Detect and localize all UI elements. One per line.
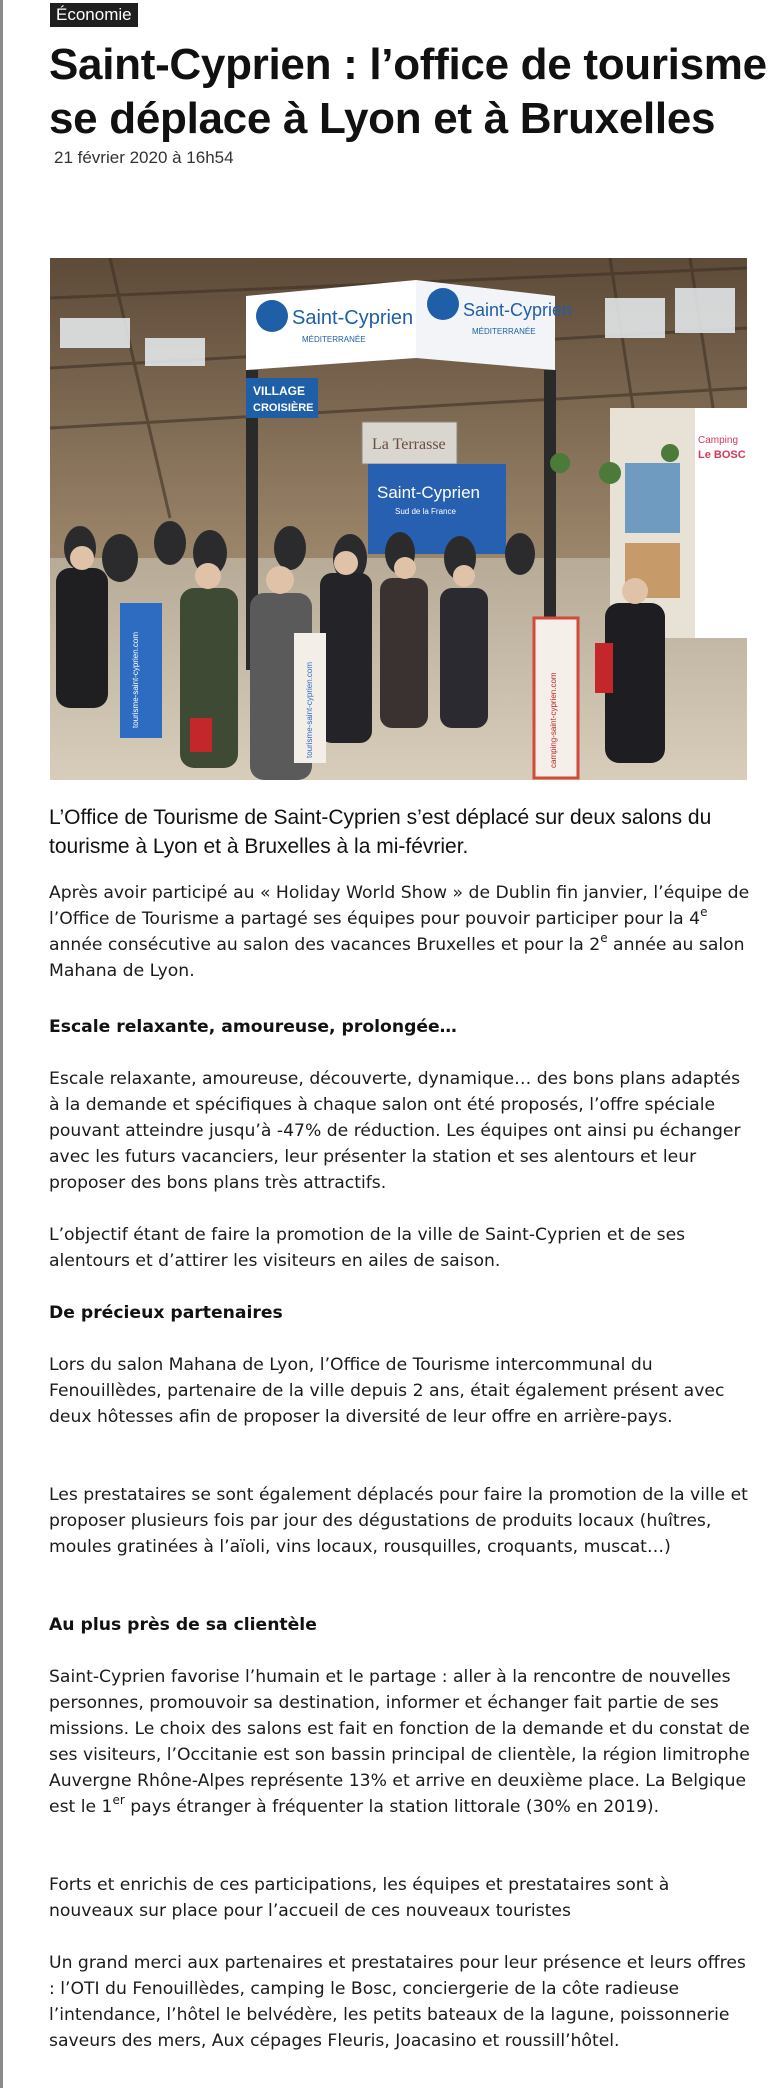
paragraph-1: Après avoir participé au « Holiday World Show » de Dublin fin janvier, l’équipe de l’Office de Tourisme a partagé ses équipes pour pouvoir participer pour la 4e année consécutive au salon des vacances Bruxelles et pour la 2e année au salon Mahana de Lyon.: [49, 883, 750, 981]
banner-sub-left: MÉDITERRANÉE: [302, 335, 366, 344]
svg-text:tourisme-saint-cyprien.com: tourisme-saint-cyprien.com: [305, 661, 314, 758]
paragraph-2: Escale relaxante, amoureuse, découverte, dynamique… des bons plans adaptés à la demande et spécifiques à chaque salon ont été proposés, l’offre spéciale pouvant atteindre jusqu’à -47% de réduction. Les équipes ont ainsi pu échanger avec les futurs vacanciers, leur présenter la station et ses alentours et leur proposer des bons plans très attractifs.: [49, 1069, 741, 1193]
category-tag[interactable]: Économie: [50, 3, 138, 27]
terrasse-sign: [362, 422, 457, 464]
banner-sub-right: MÉDITERRANÉE: [472, 327, 536, 336]
paragraph-6: Saint-Cyprien favorise l’humain et le partage : aller à la rencontre de nouvelles personnes, promouvoir sa destination, informer et échanger fait partie de ses missions. Le choix des salons est fait en fonction de la demande et du constat de ses visiteurs, l’Occitanie est son bassin principal de clientèle, la région limitrophe Auvergne Rhône-Alpes représente 13% et arrive en deuxième place. La Belgique est le 1er pays étranger à fréquenter la station littorale (30% en 2019).: [49, 1667, 750, 1817]
svg-text:CROISIÈRE: CROISIÈRE: [253, 402, 314, 414]
banner-text-left: Saint-Cyprien: [292, 307, 414, 329]
counter-left: [120, 603, 162, 738]
article-photo: [50, 258, 747, 780]
section-heading-2: De précieux partenaires: [49, 1303, 283, 1323]
section-heading-1: Escale relaxante, amoureuse, prolongée…: [49, 1017, 457, 1037]
village-sign: [246, 378, 318, 418]
publication-date: 21 février 2020 à 16h54: [54, 148, 234, 167]
paragraph-3: L’objectif étant de faire la promotion de la ville de Saint-Cyprien et de ses alentours et d’attirer les visiteurs en ailes de saison.: [49, 1225, 686, 1271]
svg-text:VILLAGE: VILLAGE: [253, 384, 306, 398]
section-heading-3: Au plus près de sa clientèle: [49, 1615, 317, 1635]
paragraph-8: Un grand merci aux partenaires et prestataires pour leur présence et leurs offres : l’OTI du Fenouillèdes, camping le Bosc, conciergerie de la côte radieuse l’intendance, l’hôtel le belvédère, les petits bateaux de la lagune, poissonnerie saveurs des mers, Aux cépages Fleuris, Joacasino et roussill’hôtel.: [49, 1953, 746, 2051]
svg-text:Le BOSC: Le BOSC: [698, 449, 746, 461]
left-border: [0, 0, 3, 2088]
paragraph-7: Forts et enrichis de ces participations, les équipes et prestataires sont à nouveaux sur place pour l’accueil de ces nouveaux touristes: [49, 1875, 670, 1921]
paragraph-5: Les prestataires se sont également déplacés pour faire la promotion de la ville et proposer plusieurs fois par jour des dégustations de produits locaux (huîtres, moules gratinées à l’aïoli, vins locaux, rousquilles, croquants, muscat…): [49, 1485, 748, 1557]
paragraph-4: Lors du salon Mahana de Lyon, l’Office de Tourisme intercommunal du Fenouillèdes, partenaire de la ville depuis 2 ans, était également présent avec deux hôtesses afin de proposer la diversité de leur offre en arrière-pays.: [49, 1355, 725, 1427]
svg-text:Sud de la France: Sud de la France: [395, 507, 456, 516]
counter-right: [534, 618, 578, 778]
article-title: Saint-Cyprien : l’office de tourisme se déplace à Lyon et à Bruxelles: [49, 40, 767, 143]
svg-text:tourisme-saint-cyprien.com: tourisme-saint-cyprien.com: [131, 631, 140, 728]
counter-middle: [294, 633, 326, 763]
svg-text:camping-saint-cyprien.com: camping-saint-cyprien.com: [549, 672, 558, 768]
banner-text-right: Saint-Cyprien: [463, 300, 573, 320]
svg-text:Camping: Camping: [698, 435, 739, 446]
article-lead: L’Office de Tourisme de Saint-Cyprien s’est déplacé sur deux salons du tourisme à Lyon et à Bruxelles à la mi-février.: [49, 806, 712, 858]
svg-text:Saint-Cyprien: Saint-Cyprien: [377, 483, 480, 502]
svg-text:La Terrasse: La Terrasse: [372, 436, 446, 453]
